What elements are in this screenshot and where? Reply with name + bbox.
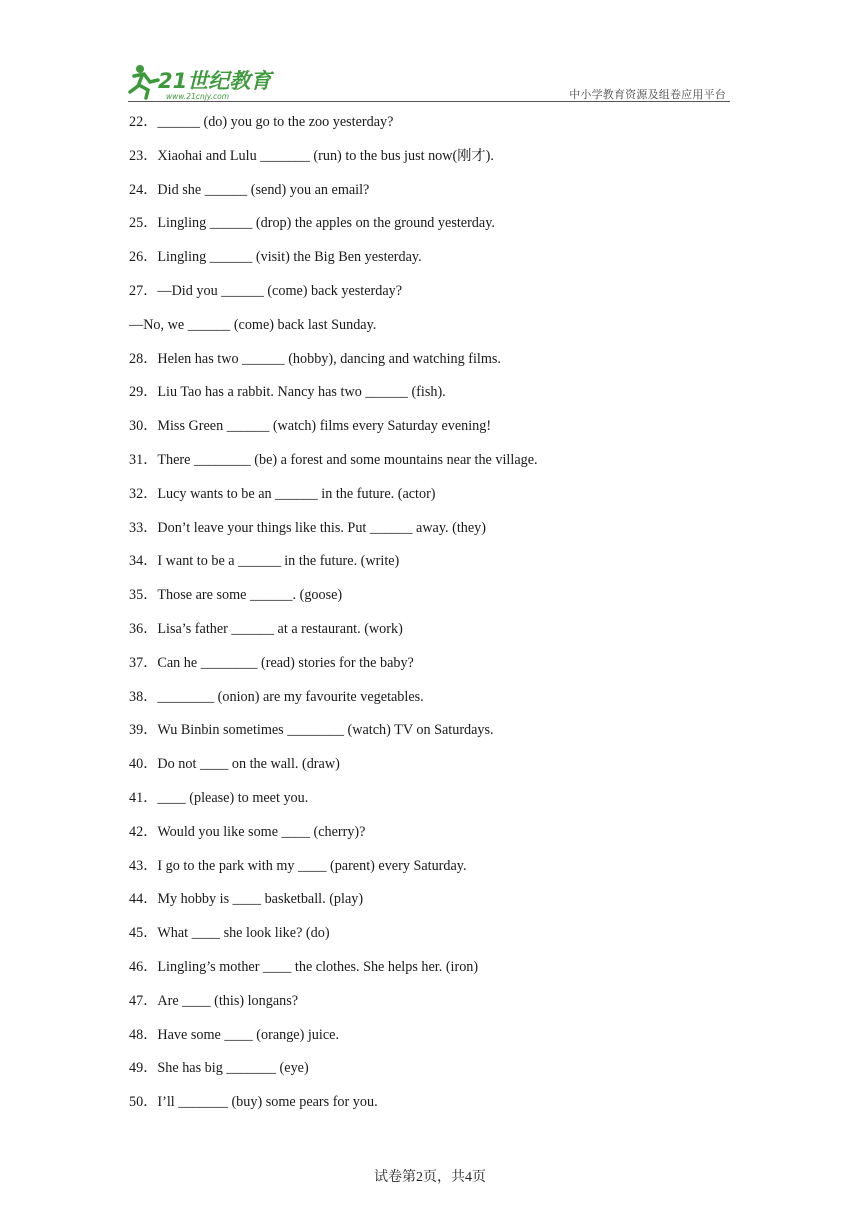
question-item: 22．______ (do) you go to the zoo yesterday? [129,114,394,130]
question-item: 37．Can he ________ (read) stories for the baby? [129,654,414,671]
question-item: 38．________ (onion) are my favourite vegetables. [129,688,424,705]
question-item: 48．Have some ____ (orange) juice. [129,1026,339,1043]
question-item: 34．I want to be a ______ in the future. (write) [129,553,400,570]
question-item: 50．I’ll _______ (buy) some pears for you. [129,1094,378,1111]
question-item: 35．Those are some ______. (goose) [129,587,343,604]
question-item: 40．Do not ____ on the wall. (draw) [129,756,340,773]
question-item: 25．Lingling ______ (drop) the apples on the ground yesterday. [129,215,495,232]
question-item: 29．Liu Tao has a rabbit. Nancy has two ______ (fish). [129,384,446,401]
question-item: 49．She has big _______ (eye) [129,1060,309,1077]
question-item: 39．Wu Binbin sometimes ________ (watch) TV on Saturdays. [129,722,494,739]
question-item: 43．I go to the park with my ____ (parent) every Saturday. [129,857,467,874]
question-item: 46．Lingling’s mother ____ the clothes. She helps her. (iron) [129,958,479,975]
question-item: 23．Xiaohai and Lulu _______ (run) to the bus just now(刚才). [129,147,494,164]
page-header [128,62,730,104]
page-footer: 试卷第2页，共4页 [374,1170,486,1185]
logo-text: 21世纪教育 [158,69,272,93]
question-item: —No, we ______ (come) back last Sunday. [129,316,377,333]
question-list [129,112,729,1126]
question-item: 24．Did she ______ (send) you an email? [129,181,370,198]
question-item: 44．My hobby is ____ basketball. (play) [129,891,364,908]
question-item: 33．Don’t leave your things like this. Put ______ away. (they) [129,519,487,536]
header-divider [128,101,730,102]
question-item: 31．There ________ (be) a forest and some mountains near the village. [129,451,538,468]
question-item: 42．Would you like some ____ (cherry)? [129,823,366,840]
question-item: 27．—Did you ______ (come) back yesterday? [129,282,403,299]
question-item: 26．Lingling ______ (visit) the Big Ben yesterday. [129,249,422,266]
question-item: 41．____ (please) to meet you. [129,789,309,806]
question-item: 47．Are ____ (this) longans? [129,992,299,1009]
header-platform-text: 中小学教育资源及组卷应用平台 [569,88,726,101]
question-item: 32．Lucy wants to be an ______ in the future. (actor) [129,485,436,502]
question-item: 36．Lisa’s father ______ at a restaurant. (work) [129,620,403,637]
question-item: 45．What ____ she look like? (do) [129,925,330,942]
logo-icon [128,62,278,102]
question-item: 30．Miss Green ______ (watch) films every Saturday evening! [129,418,492,435]
question-item: 28．Helen has two ______ (hobby), dancing and watching films. [129,350,501,367]
logo-url: www.21cnjy.com [166,92,230,101]
